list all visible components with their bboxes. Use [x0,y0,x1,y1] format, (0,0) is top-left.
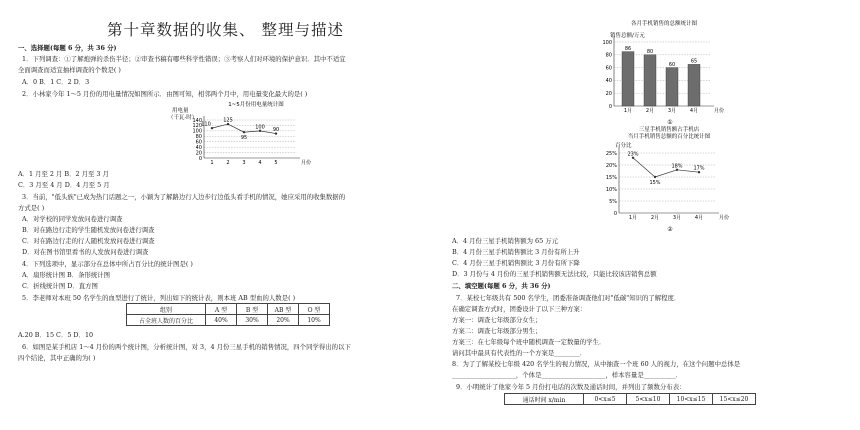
q3-option-b: B．对在路边行走的学生随机发放问卷进行调查 [22,226,155,234]
y-tick-label: 100 [192,128,202,135]
call-frequency-table [504,393,756,405]
percent-line-chart [587,125,747,235]
y-tick-label: 0 [608,103,612,110]
q3-option-d: D．对在图书馆里看书的人发放问卷进行调查 [22,248,149,256]
x-tick-label: 2 [226,160,230,166]
y-tick-label: 60 [195,139,202,146]
x-tick-label: 1月 [623,108,633,114]
x-tick-label: 4 [258,160,262,166]
x-axis-label: 月份 [714,108,725,114]
q1-line2: 全面调查而适宜抽样调查的个数是( ) [18,66,121,74]
q6-option-a: A．4 月份三星手机销售额为 65 万元 [452,237,558,245]
sales-bar-chart [592,18,742,128]
x-tick-label: 3 [242,160,246,166]
q4-stem: 4．下列选项中，显示部分在总体中所占百分比的统计图是( ) [22,260,193,268]
q4-options-2: C．折线统计图 D．直方图 [22,282,98,290]
section-fill-heading: 二、填空题(每题 6 分，共 36 分) [452,282,551,290]
y-tick-label: 80 [605,52,612,59]
y-tick-label: 40 [605,78,612,85]
q7-question: 请问其中最具有代表性的一个方案是________． [452,349,587,357]
data-label: 18% [671,163,683,170]
data-label: 80 [646,49,654,55]
q1-options: A．0 B．1 C．2 D．3 [22,78,90,86]
q3-line1: 3．当前，"低头族"已成为热门话题之一，小颖为了解路边行人边步行边低头看手机的情况，她应采用的收集数据的 [22,193,346,201]
power-chart-ylabel-2: （千瓦·时） [168,115,198,121]
q5-stem: 5．李老师对本班 50 名学生的血型进行了统计，列出如下的统计表，则本班 AB 型血的人数是( ) [22,294,296,302]
bar [666,68,678,106]
y-tick-label: 60 [605,65,612,72]
data-label: 23% [627,151,639,158]
data-label: 86 [624,45,632,52]
y-tick-label: 20% [605,162,617,169]
x-tick-label: 5 [274,160,278,166]
table-cell: 15<x≤20 [713,394,756,405]
q4-options-1: A．扇形统计图 B．条形统计图 [22,271,111,279]
series-line [633,158,699,177]
y-tick-label: 80 [195,134,202,141]
q3-option-a: A．对学校的同学发放问卷进行调查 [22,215,123,223]
table-cell: O 型 [299,304,330,315]
data-label: 65 [690,58,698,65]
data-label: 15% [649,180,661,186]
table-cell: 占全班人数的百分比 [127,315,206,326]
q3-option-c: C．对在路边行走的行人随机发放问卷进行调查 [22,237,155,245]
q7-plan3: 方案三：在七年级每个班中随机调查一定数量的学生． [452,338,606,346]
y-tick-label: 20 [605,91,612,97]
table-cell: 组别 [127,304,206,315]
q6-option-d: D．3 月份与 4 月份的三星手机销售额无法比较，只能比较该店销售总额 [452,270,657,278]
bar [622,52,634,106]
q2-options-1: A．1 月至 2 月 B．2 月至 3 月 [18,170,109,178]
y-tick-label: 15% [605,174,617,181]
q8-line2: ____________________，个体是____________________，样本容量是__________． [452,371,683,379]
q2-options-2: C．3 月至 4 月 D．4 月至 5 月 [18,181,110,189]
y-tick-label: 40 [195,144,202,151]
table-cell: 通话时间 x/min [505,394,584,405]
q8-line1: 8．为了了解某校七年级 420 名学生的视力情况，从中抽查一个班 60 人的视力，在这个问题中总体是 [452,360,741,368]
y-tick-label: 0 [198,155,202,162]
q1-line1: 1．下列调查：①了解炮弹的杀伤半径；②审查书稿有哪些科学性错误；③考察人们对环境的保护意识．其中不适宜 [22,55,346,63]
x-tick-label: 2月 [650,215,660,221]
y-tick-label: 120 [192,123,202,130]
table-cell: 40% [206,315,237,326]
table-cell: B 型 [237,304,268,315]
table-row [127,315,330,326]
data-label: 110 [201,121,211,128]
power-chart-ylabel-1: 用电量 [172,108,189,114]
y-tick-label: 5% [609,198,617,205]
x-axis-label: 月份 [301,160,312,166]
data-point [211,127,213,129]
x-tick-label: 4月 [689,108,699,114]
sales-chart-ylabel: 销售总额/万元 [610,33,645,39]
data-label: 125 [223,117,233,124]
q6-line2: 四个结论，其中正确的为( ) [18,354,96,362]
y-tick-label: 140 [192,117,202,124]
right-column [452,0,852,430]
blood-type-table [126,303,330,326]
x-axis-label: 月份 [719,215,730,221]
x-tick-label: 1月 [628,215,638,221]
y-tick-label: 20 [195,150,202,157]
table-cell: 5<x≤10 [627,394,670,405]
data-label: 17% [693,165,705,172]
q6-option-b: B．4 月份三星手机销售额比 3 月份有所上升 [452,248,580,256]
percent-chart-title-1: 三星手机销售额占手机店 [638,127,700,133]
x-tick-label: 1 [210,160,214,166]
page-title: 第十章数据的收集、 整理与描述 [107,21,344,39]
y-tick-label: 10% [605,186,617,193]
table-cell: 10% [299,315,330,326]
table-cell: AB 型 [268,304,299,315]
percent-chart-title-2: 当月手机销售总额的百分比统计图 [627,134,711,140]
percent-chart-caption: ② [667,226,673,233]
section-choice-heading: 一、选择题(每题 6 分，共 36 分) [18,44,117,52]
table-row [505,394,756,405]
data-label: 60 [668,61,676,68]
data-label: 95 [240,135,248,142]
sales-chart-title: 各月手机销售的总额统计图 [630,21,698,27]
q7-line1: 7．某校七年级共有 500 名学生，团委准备调查他们对"低碳"知识的了解程度． [456,294,681,302]
data-label: 100 [255,124,265,131]
q3-line2: 方式是( ) [18,204,45,212]
x-tick-label: 4月 [694,215,704,221]
y-tick-label: 0 [613,210,617,217]
table-cell: 0<x≤5 [584,394,627,405]
table-cell: 20% [268,315,299,326]
table-row [127,304,330,315]
data-point [654,176,656,178]
y-tick-label: 25% [605,150,617,157]
data-label: 90 [272,127,280,134]
q2-stem: 2．小林家今年 1～5 月份的用电量情况如图所示．由图可知，相邻两个月中，用电量变化最大的是( ) [22,90,308,98]
data-point [243,131,245,133]
table-cell: 10<x≤15 [670,394,713,405]
percent-chart-ylabel: 百分比 [615,143,632,149]
bar [688,64,700,106]
q7-plan1: 方案一：调查七年级部分女生； [452,316,542,324]
y-tick-label: 100 [602,39,612,46]
left-column [18,0,433,430]
x-tick-label: 3月 [667,108,677,114]
x-tick-label: 2月 [645,108,655,114]
table-cell: A 型 [206,304,237,315]
q7-plan2: 方案二：调查七年级部分男生； [452,327,542,335]
sales-chart-caption: ① [667,119,673,126]
q6-option-c: C．4 月份三星手机销售额比 3 月份有所下降 [452,259,580,267]
bar [644,55,656,106]
power-usage-line-chart [168,100,318,168]
table-cell: 30% [237,315,268,326]
q5-options: A.20 B．15 C．5 D．10 [18,331,94,339]
q6-line1: 6．如图是某手机店 1～4 月份的两个统计图，分析统计图，对 3，4 月份三星手机的销售情况，四个同学得出的以下 [22,343,351,351]
x-tick-label: 3月 [672,215,682,221]
q9-stem: 9．小明统计了他家今年 5 月份打电话的次数及通话时间，并列出了频数分布表： [456,383,686,391]
power-chart-title: 1~5月份用电量统计图 [228,102,284,108]
q7-line2: 在确定调查方式时，团委设计了以下三种方案： [452,305,587,313]
